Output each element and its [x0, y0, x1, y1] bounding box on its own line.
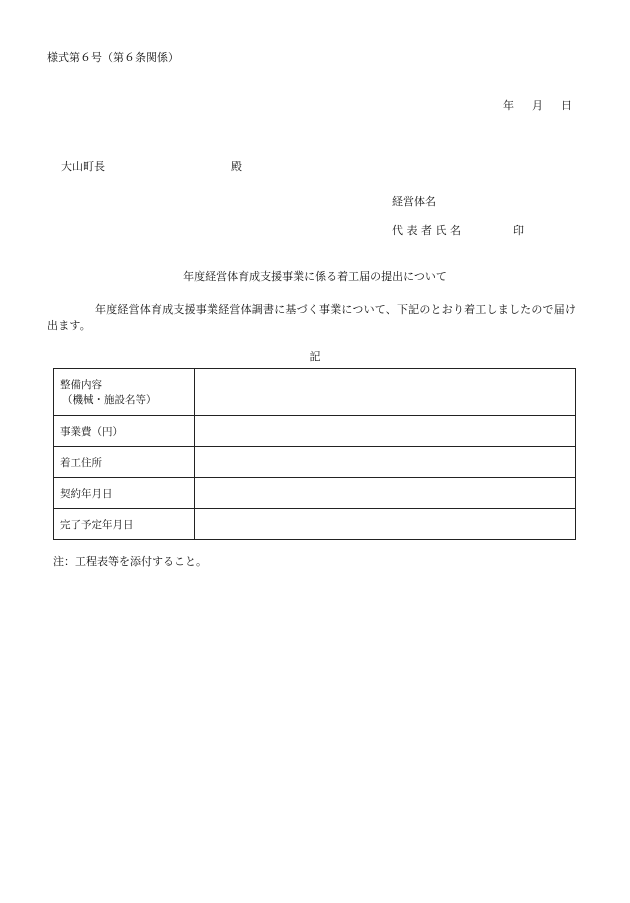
- row-value[interactable]: [195, 447, 576, 478]
- row-label-sub: （機械・施設名等）: [62, 394, 157, 406]
- seal-mark: 印: [513, 224, 524, 237]
- date-month-label: 月: [532, 99, 543, 112]
- row-label: 完了予定年月日: [54, 509, 195, 540]
- org-name-label: 経営体名: [392, 195, 436, 208]
- representative-name-label: 代 表 者 氏 名: [392, 224, 461, 237]
- row-label-main: 整備内容: [60, 379, 102, 391]
- row-label: [54, 369, 195, 416]
- table-row: [54, 416, 576, 447]
- row-label: 事業費（円）: [54, 416, 195, 447]
- row-value[interactable]: [195, 416, 576, 447]
- representative-label: [392, 222, 524, 238]
- body-text: 年度経営体育成支援事業経営体調書に基づく事業について、下記のとおり着工しましたので届け出ます。: [47, 303, 577, 332]
- row-value[interactable]: [195, 369, 576, 416]
- row-label: 着工住所: [54, 447, 195, 478]
- date-year-label: 年: [503, 99, 514, 112]
- addressee-name: 大山町長: [61, 160, 105, 173]
- row-value[interactable]: [195, 509, 576, 540]
- row-value[interactable]: [195, 478, 576, 509]
- addressee-honorific: 殿: [231, 160, 242, 173]
- note-text: 注：工程表等を添付すること。: [53, 555, 207, 568]
- table-row: [54, 478, 576, 509]
- date-line: [503, 97, 572, 113]
- date-day-label: 日: [561, 99, 572, 112]
- document-title: 年度経営体育成支援事業に係る着工届の提出について: [183, 270, 447, 283]
- table-row: [54, 447, 576, 478]
- addressee: [61, 158, 242, 174]
- row-label: 契約年月日: [54, 478, 195, 509]
- table-row: [54, 369, 576, 416]
- table-row: [54, 509, 576, 540]
- ki-heading: 記: [309, 350, 321, 363]
- detail-table: [53, 368, 576, 540]
- form-number: 様式第６号（第６条関係）: [47, 51, 179, 64]
